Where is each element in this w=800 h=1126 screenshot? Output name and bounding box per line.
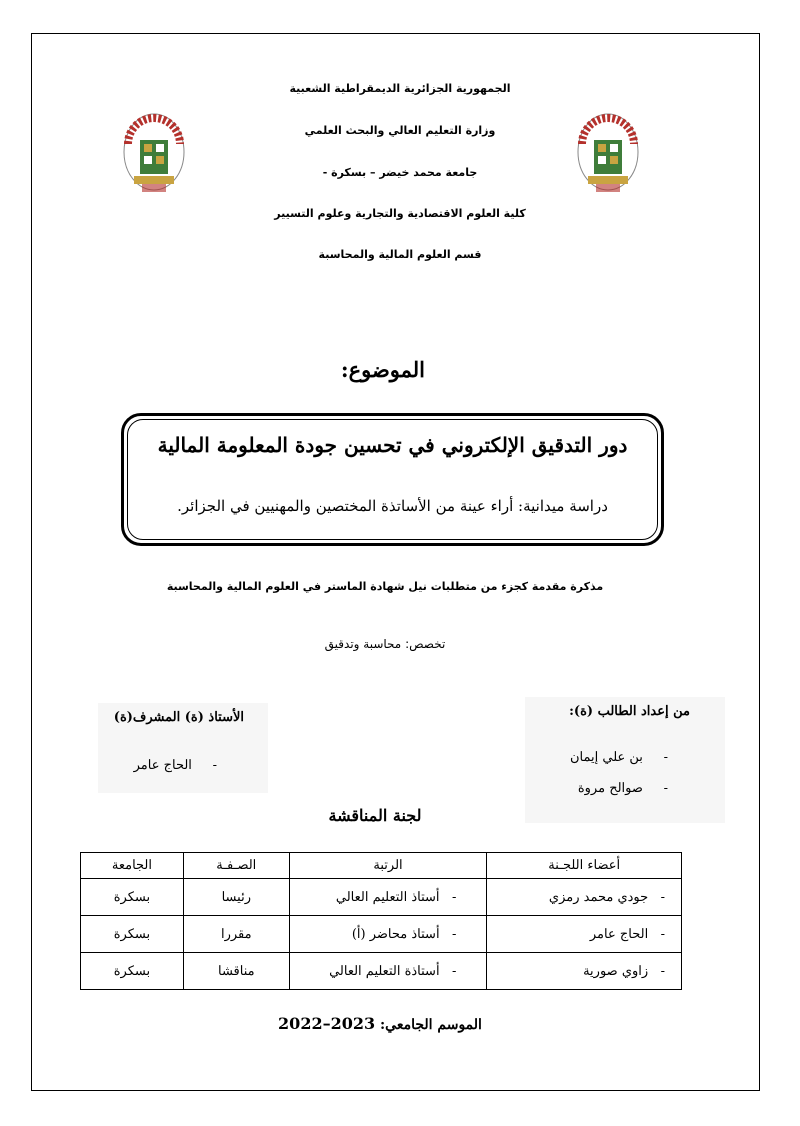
- supervisor-name: [134, 758, 217, 773]
- university-logo-left: [122, 110, 186, 198]
- thesis-title: دور التدقيق الإلكتروني في تحسين جودة المعلومة المالية: [157, 433, 628, 457]
- member-cell: - زاوي صورية: [487, 953, 682, 990]
- table-row: [81, 879, 682, 916]
- committee-table: [80, 852, 682, 990]
- header-role: الصـفـة: [183, 853, 289, 879]
- header-university: الجامعة: [81, 853, 184, 879]
- header-ministry: وزارة التعليم العالي والبحث العلمي: [304, 124, 496, 137]
- member-cell: - جودي محمد رمزي: [487, 879, 682, 916]
- header-department: قسم العلوم المالية والمحاسبة: [318, 248, 482, 261]
- academic-year-label: الموسم الجامعي:: [379, 1017, 482, 1033]
- table-row: [81, 953, 682, 990]
- university-cell: بسكرة: [81, 879, 184, 916]
- role-cell: رئيسا: [183, 879, 289, 916]
- students-label: من إعداد الطالب (ة):: [569, 704, 690, 719]
- header-rank: الرتبة: [289, 853, 487, 879]
- thesis-subtitle: دراسة ميدانية: أراء عينة من الأساتذة المختصين والمهنيين في الجزائر.: [177, 497, 608, 515]
- rank-cell: - أستاذ محاضر (أ): [289, 916, 487, 953]
- specialization-label: تخصص:: [405, 637, 446, 651]
- member-name: زاوي صورية: [583, 963, 649, 979]
- supervisor-name-text: الحاج عامر: [133, 758, 192, 773]
- rank-cell: - أستاذة التعليم العالي: [289, 953, 487, 990]
- student-name-1: [570, 750, 668, 765]
- role-cell: مقررا: [183, 916, 289, 953]
- member-name: الحاج عامر: [589, 926, 649, 942]
- bullet: -: [663, 750, 668, 765]
- header-faculty: كلية العلوم الاقتصادية والتجارية وعلوم التسيير: [274, 207, 526, 220]
- member-cell: - الحاج عامر: [487, 916, 682, 953]
- university-cell: بسكرة: [81, 953, 184, 990]
- academic-year-value: 2023–2022: [278, 1014, 376, 1033]
- bullet: -: [212, 758, 217, 773]
- student-name-text: صوالح مروة: [577, 781, 643, 796]
- bullet: -: [663, 781, 668, 796]
- header-university: جامعة محمد خيضر – بسكرة -: [322, 166, 478, 179]
- table-row: [81, 916, 682, 953]
- specialization: [250, 637, 520, 651]
- logo-emblem: [124, 114, 184, 192]
- rank-text: أستاذ محاضر (أ): [351, 926, 440, 942]
- table-header-row: [81, 853, 682, 879]
- academic-year: [230, 1014, 530, 1033]
- specialization-value: محاسبة وتدقيق: [324, 637, 402, 651]
- university-cell: بسكرة: [81, 916, 184, 953]
- supervisor-label: الأستاذ (ة) المشرف(ة): [113, 710, 244, 725]
- student-name-2: [578, 781, 668, 796]
- student-name-text: بن علي إيمان: [569, 750, 643, 765]
- subject-label: الموضوع:: [340, 357, 425, 382]
- header-republic: الجمهورية الجزائرية الديمقراطية الشعبية: [289, 82, 511, 95]
- committee-title: لجنة المناقشة: [328, 806, 422, 825]
- member-name: جودي محمد رمزي: [548, 889, 649, 905]
- rank-cell: - أستاذ التعليم العالي: [289, 879, 487, 916]
- rank-text: أستاذة التعليم العالي: [329, 963, 440, 979]
- role-cell: مناقشا: [183, 953, 289, 990]
- memo-statement: مذكرة مقدمة كجزء من متطلبات نيل شهادة الماستر في العلوم المالية والمحاسبة: [166, 580, 604, 593]
- header-members: أعضاء اللجـنة: [487, 853, 682, 879]
- rank-text: أستاذ التعليم العالي: [335, 889, 440, 905]
